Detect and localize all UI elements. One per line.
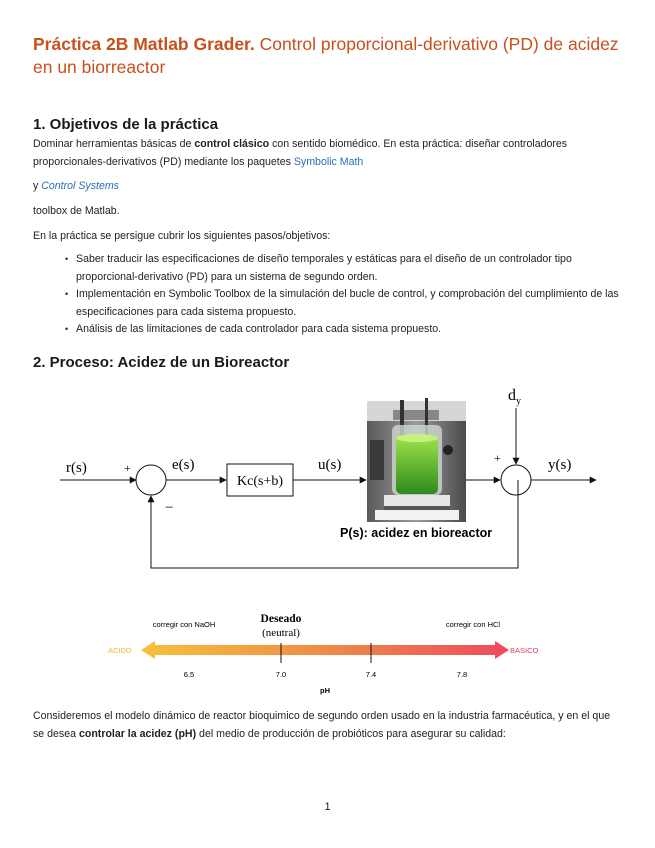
section-2-heading: 2. Proceso: Acidez de un Bioreactor (33, 354, 290, 371)
desired-label: Deseado (260, 613, 302, 625)
plant-caption: P(s): acidez en bioreactor (340, 526, 493, 540)
ph-scale (0, 605, 655, 700)
controller-label: Kc(s+b) (237, 474, 283, 489)
list-item: • Implementación en Symbolic Toolbox de la simulación del bucle de control, y comprobación del cumplimiento de las especificaciones para cada sistema propuesto. (62, 286, 622, 321)
section-1-heading: 1. Objetivos de la práctica (33, 116, 219, 133)
d-label: $d_y$ (508, 387, 521, 407)
intro-bold: control clásico (194, 138, 270, 150)
toolbox-text: toolbox de Matlab. (33, 205, 120, 217)
summing-junction-1 (136, 465, 166, 495)
document-title (33, 33, 623, 79)
page-number: 1 (324, 801, 331, 813)
control-systems-link[interactable]: Control Systems (41, 180, 119, 192)
model-text-a: Consideremos el modelo dinámico de reactor bioquimico de segundo orden usado en la industria farmacéutica, y en el que se desea (33, 710, 611, 740)
title-rest: Control proporcional-derivativo (PD) de acidez en un biorreactor (33, 34, 619, 77)
title-bold: Práctica 2B Matlab Grader. (33, 34, 255, 54)
naoh-note: corregir con NaOH (152, 620, 216, 629)
control-loop-diagram (0, 380, 655, 580)
ph-axis-label: pH (320, 686, 330, 695)
model-paragraph (33, 708, 623, 743)
basic-label: BASICO (510, 646, 539, 655)
intro-text-b: con sentido biomédico. En esta práctica: diseñar controladores proporcionales-derivativos (PD) mediante los paquetes (33, 138, 568, 168)
control-systems-line (33, 178, 623, 196)
u-label: u(s) (318, 457, 342, 473)
y-text: y (33, 180, 42, 192)
objectives-list (62, 251, 622, 339)
pursue-text: En la práctica se persigue cubrir los siguientes pasos/objetivos: (33, 230, 331, 242)
bioreactor-photo (367, 398, 466, 522)
ph-gradient-arrow (141, 641, 509, 659)
summing-junction-2 (501, 465, 531, 495)
symbolic-math-link[interactable]: Symbolic Math (293, 155, 364, 168)
e-label: e(s) (172, 457, 195, 473)
tick-label: 7.4 (365, 670, 377, 679)
list-item: • Análisis de las limitaciones de cada controlador para cada sistema propuesto. (62, 321, 622, 339)
minus-sign: − (165, 500, 174, 516)
intro-paragraph (33, 136, 623, 171)
plus-sign-1: + (124, 461, 131, 475)
acid-label: ACIDO (108, 646, 132, 655)
hcl-note: corregir con HCl (445, 620, 501, 629)
plus-sign-2: + (494, 451, 501, 465)
tick-label: 7.8 (456, 670, 468, 679)
tick-label: 7.0 (275, 670, 287, 679)
model-text-b: del medio de producción de probióticos para asegurar su calidad: (196, 727, 506, 740)
neutral-label: (neutral) (262, 627, 300, 639)
y-label: y(s) (548, 457, 572, 473)
intro-text-a: Dominar herramientas básicas de (33, 138, 195, 150)
list-item: • Saber traducir las especificaciones de diseño temporales y estáticas para el diseño de un controlador tipo proporcional-derivativo (PD) para un sistema de segundo orden. (62, 251, 622, 286)
r-label: r(s) (66, 460, 87, 476)
tick-label: 6.5 (183, 670, 195, 679)
model-bold: controlar la acidez (pH) (78, 727, 197, 740)
